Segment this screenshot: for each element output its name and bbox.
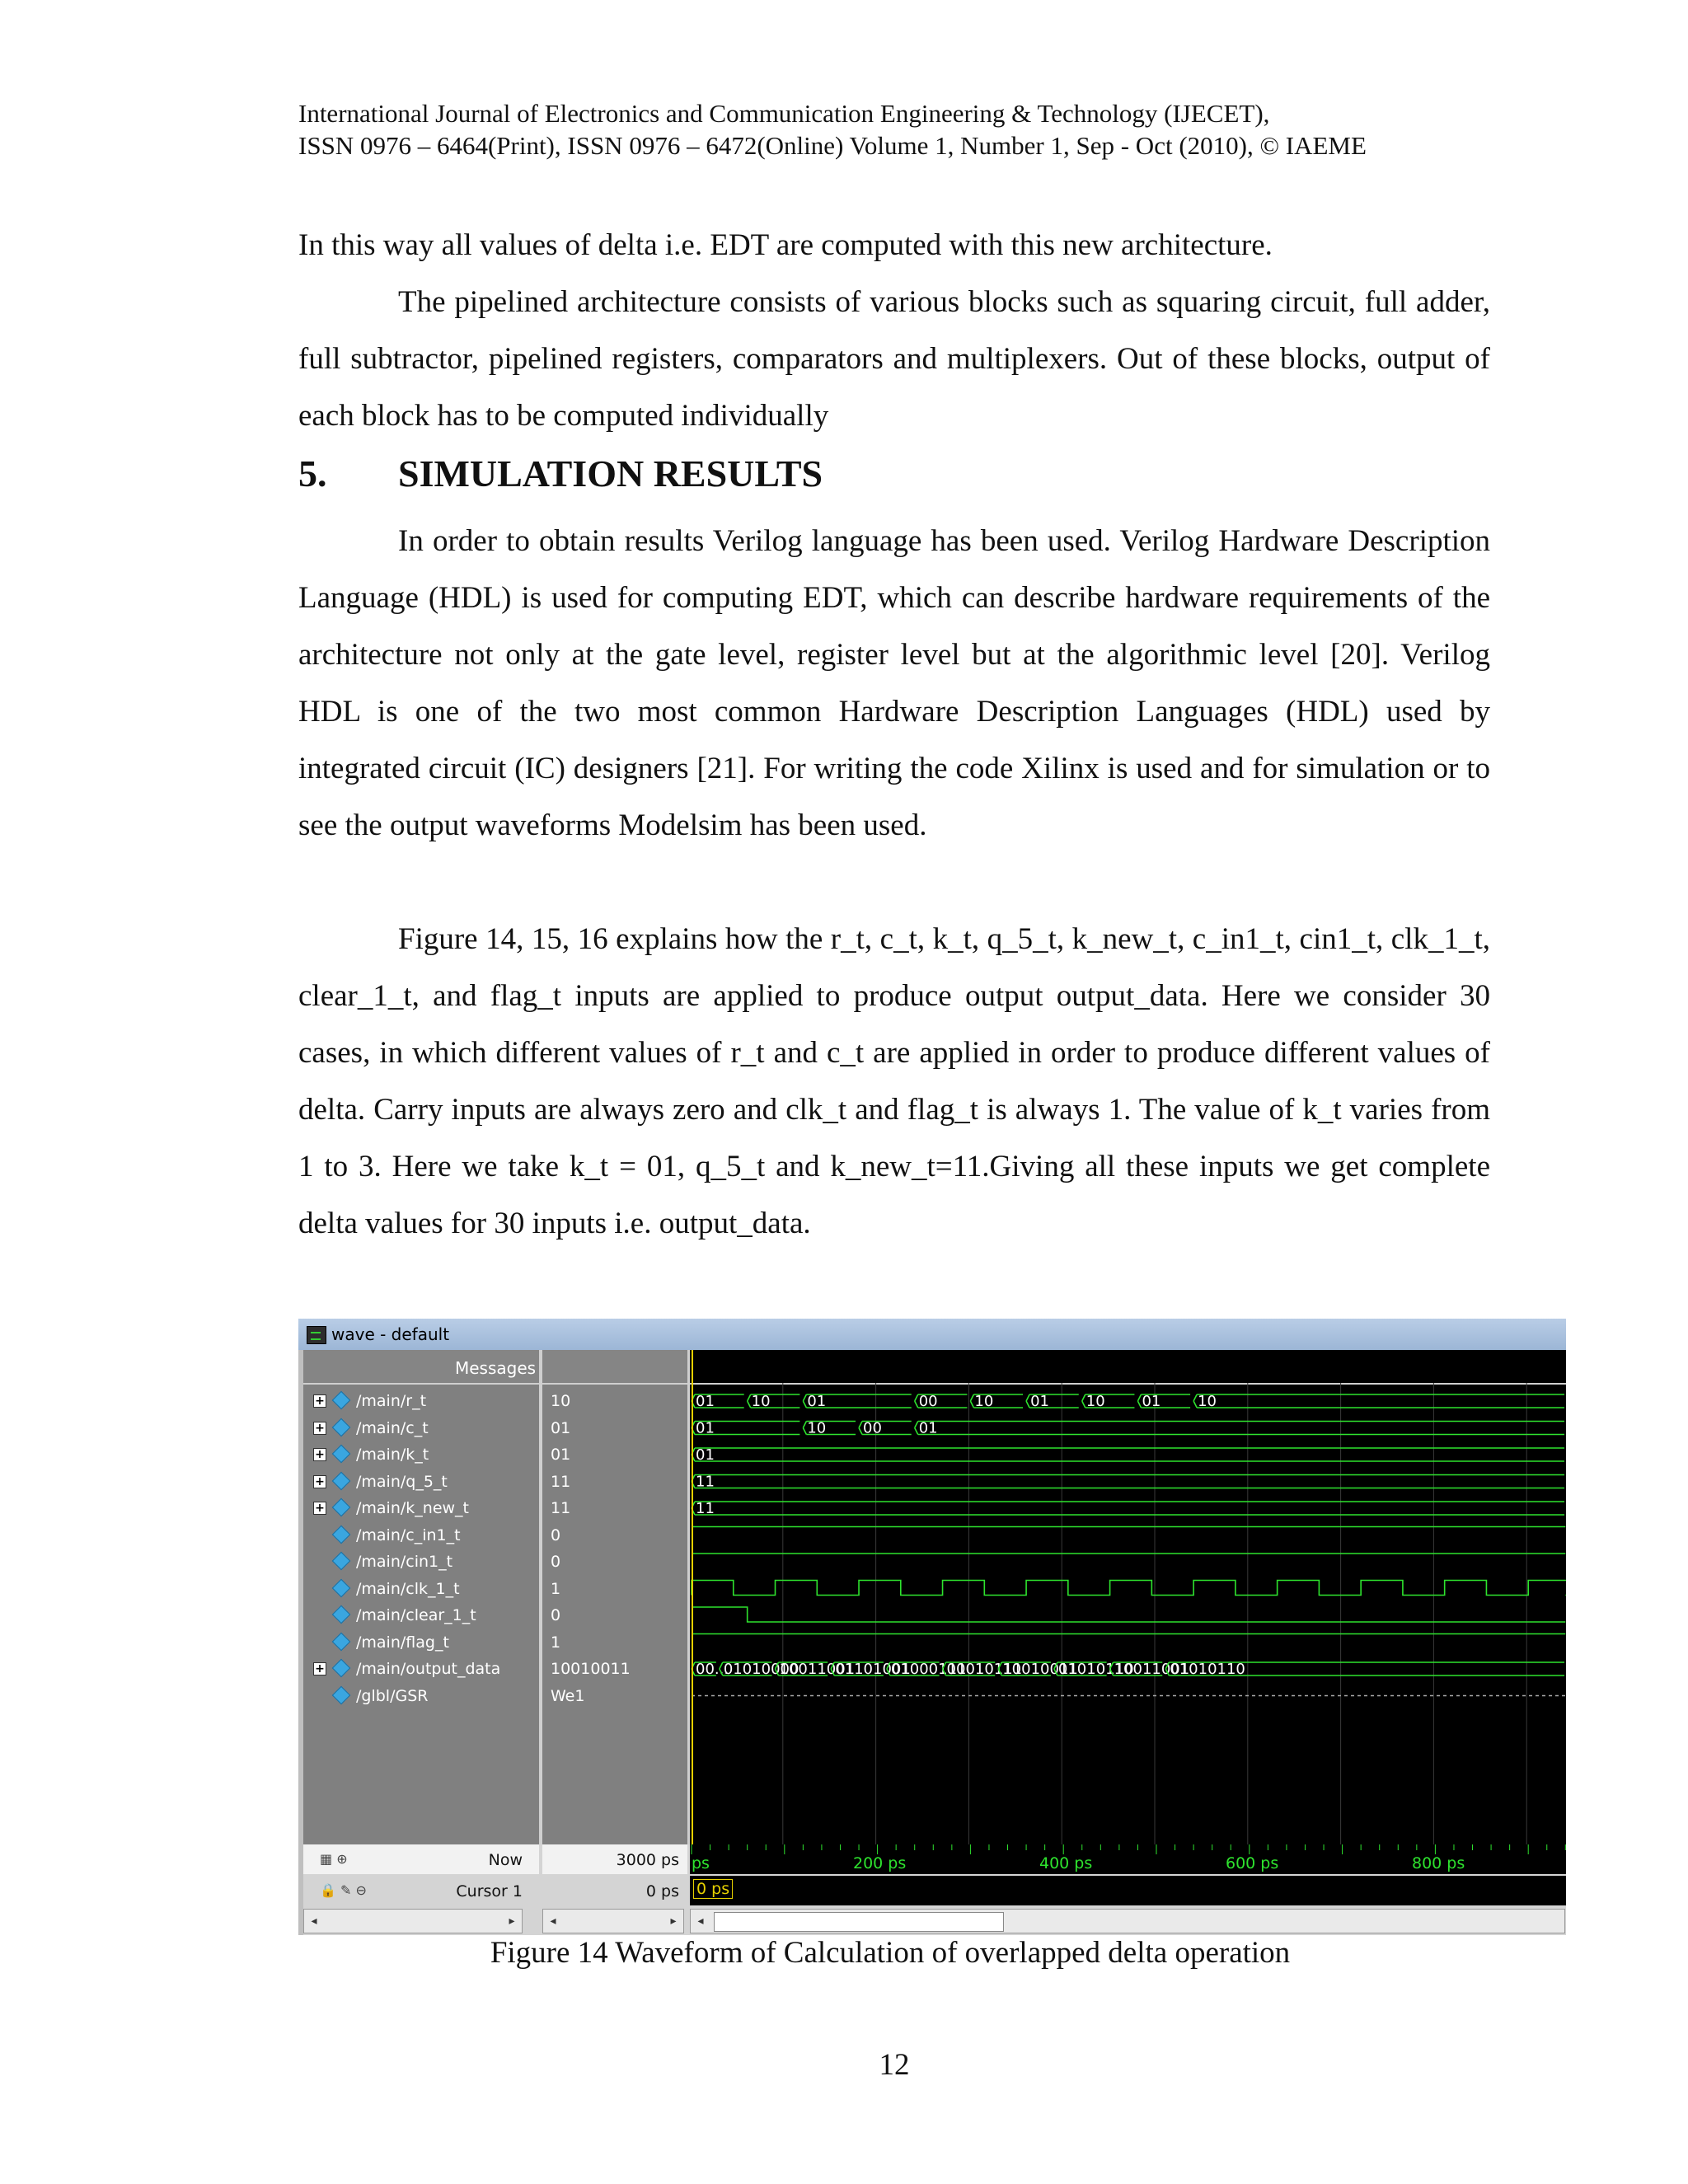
signal-name: /main/k_new_t: [356, 1499, 469, 1517]
signal-diamond-icon: [332, 1632, 351, 1651]
cursor-value-box: [542, 1876, 687, 1905]
bus-value: 01010000: [723, 1661, 799, 1678]
signal-name: /main/k_t: [356, 1446, 429, 1464]
lock-icon[interactable]: 🔒 ✎ ⊖: [320, 1882, 367, 1898]
signal-name: /main/q_5_t: [356, 1472, 448, 1491]
journal-header: [298, 97, 1493, 162]
signal-name: /main/clk_1_t: [356, 1579, 460, 1598]
signal-diamond-icon: [332, 1445, 351, 1464]
figure-caption: [0, 1935, 1688, 1971]
wave-scroll-thumb[interactable]: [714, 1912, 1004, 1932]
section-heading: [298, 452, 823, 495]
signal-diamond-icon: [332, 1525, 351, 1544]
section-title: SIMULATION RESULTS: [398, 452, 823, 494]
signal-diamond-icon: [332, 1471, 351, 1490]
now-label: Now: [488, 1851, 523, 1869]
cursor-line[interactable]: [692, 1350, 693, 1868]
signal-diamond-icon: [332, 1578, 351, 1597]
signal-diamond-icon: [332, 1552, 351, 1571]
cursor-value: 0 ps: [645, 1882, 679, 1900]
bus-value: 11: [696, 1473, 715, 1491]
signal-value: 0: [551, 1606, 561, 1624]
signal-value: 1: [551, 1579, 561, 1598]
header-line-1: International Journal of Electronics and Communication Engineering & Technology (IJECET),: [298, 99, 1270, 128]
messages-header-label: Messages: [455, 1358, 537, 1378]
scroll-left-icon[interactable]: ◂: [311, 1915, 317, 1928]
figure-caption-text: Figure 14 Waveform of Calculation of overlapped delta operation: [490, 1936, 1291, 1970]
bus-value: 01: [1142, 1393, 1161, 1410]
bus-value: 10: [1198, 1393, 1217, 1410]
signal-diamond-icon: [332, 1659, 351, 1678]
tick-label-800: 800 ps: [1412, 1854, 1465, 1872]
bus-value: 00...: [696, 1661, 729, 1678]
scroll-left-icon[interactable]: ◂: [697, 1915, 704, 1928]
signal-name: /main/output_data: [356, 1660, 501, 1678]
now-label-box: [303, 1844, 539, 1874]
tick-label-200: 200 ps: [853, 1854, 907, 1872]
now-value-box: [542, 1844, 687, 1874]
tick-label-0: ps: [692, 1854, 710, 1872]
wave-scrollbar[interactable]: [690, 1909, 1565, 1933]
bus-value: 10: [1085, 1393, 1105, 1410]
bus-value: 01: [1030, 1393, 1049, 1410]
expand-icon[interactable]: +: [313, 1475, 326, 1488]
cursor-row: [303, 1876, 1566, 1905]
bus-value: 10011001: [1114, 1661, 1190, 1678]
signal-value: 0: [551, 1553, 561, 1571]
now-row: [303, 1844, 1566, 1874]
signal-value: 0: [551, 1526, 561, 1544]
waveform-plot: [690, 1350, 1566, 1868]
bus-segment: [1193, 1394, 1564, 1408]
signal-name: /main/r_t: [356, 1392, 427, 1410]
signal-value: 01: [551, 1446, 571, 1464]
bus-value: 00: [863, 1419, 882, 1437]
signal-name: /glbl/GSR: [356, 1686, 429, 1705]
bus-value: 01: [696, 1419, 715, 1437]
bus-value: 10010011: [1002, 1661, 1078, 1678]
waveform-pane[interactable]: [690, 1350, 1566, 1868]
bus-value: 10: [807, 1419, 827, 1437]
paragraph-1: In this way all values of delta i.e. EDT are computed with this new architecture.: [298, 228, 1273, 262]
bus-value: 01101001: [835, 1661, 911, 1678]
expand-icon[interactable]: +: [313, 1662, 326, 1675]
tick-label-600: 600 ps: [1226, 1854, 1279, 1872]
paragraph-2: The pipelined architecture consists of various blocks such as squaring circuit, full adder, full subtractor, pipelined registers, comparators and multiplexers. Out of these blocks, output of each block has to be computed individually: [298, 285, 1490, 433]
page-number: 12: [879, 2048, 910, 2082]
signal-diamond-icon: [332, 1498, 351, 1517]
expand-icon[interactable]: +: [313, 1394, 326, 1408]
bus-value: 10011001: [779, 1661, 856, 1678]
toolbar-icons[interactable]: ▦ ⊕: [320, 1851, 348, 1867]
expand-icon[interactable]: +: [313, 1502, 326, 1515]
cursor-label: Cursor 1: [456, 1882, 523, 1900]
bus-value: 10: [751, 1393, 771, 1410]
wave-window-icon: [307, 1326, 326, 1344]
bus-value: 01: [807, 1393, 827, 1410]
tick-label-400: 400 ps: [1039, 1854, 1093, 1872]
signal-diamond-icon: [332, 1391, 351, 1410]
values-scrollbar[interactable]: [542, 1909, 684, 1933]
bus-value: 01010110: [1057, 1661, 1134, 1678]
signal-value: We1: [551, 1686, 585, 1705]
scroll-right-icon[interactable]: ▸: [670, 1915, 677, 1928]
signal-diamond-icon: [332, 1685, 351, 1704]
expand-icon[interactable]: +: [313, 1448, 326, 1461]
bit-wave: [692, 1607, 1565, 1622]
bus-value: 00010111: [946, 1661, 1023, 1678]
signal-name: /main/c_in1_t: [356, 1526, 461, 1544]
bus-value: 00: [918, 1393, 938, 1410]
scroll-right-icon[interactable]: ▸: [509, 1915, 515, 1928]
section-number: 5.: [298, 452, 327, 494]
signal-value: 10: [551, 1392, 571, 1410]
signal-name: /main/cin1_t: [356, 1553, 453, 1571]
paragraph-4: Figure 14, 15, 16 explains how the r_t, c_t, k_t, q_5_t, k_new_t, c_in1_t, cin1_t, clk_1_t, clear_1_t, and flag_t inputs are applied to produce output output_data. Here we consider 30 cases, in which different values of r_t and c_t are applied in order to produce different values of delta. Carry inputs are always zero and clk_t and flag_t is always 1. The value of k_t varies from 1 to 3. Here we take k_t = 01, q_5_t and k_new_t=11.Giving all these inputs we get complete delta values for 30 inputs i.e. output_data.: [298, 922, 1490, 1240]
timeline-ruler[interactable]: [690, 1844, 1566, 1874]
signal-name: /main/clear_1_t: [356, 1606, 476, 1624]
signal-value: 11: [551, 1499, 571, 1517]
signal-diamond-icon: [332, 1605, 351, 1624]
bus-value: 01000111: [890, 1661, 967, 1678]
header-line-2: ISSN 0976 – 6464(Print), ISSN 0976 – 6472(Online) Volume 1, Number 1, Sep - Oct (2010), © IAEME: [298, 131, 1367, 160]
signal-value: 01: [551, 1418, 571, 1437]
bit-wave: [692, 1581, 1566, 1596]
wave-window: [298, 1319, 1566, 1935]
bus-value: 01: [696, 1446, 715, 1464]
cursor-track[interactable]: [690, 1876, 1566, 1905]
cursor-label-box: [303, 1876, 539, 1905]
signal-value: 11: [551, 1472, 571, 1491]
paragraph-3: In order to obtain results Verilog language has been used. Verilog Hardware Description Language (HDL) is used for computing EDT, which can describe hardware requirements of the architecture not only at the gate level, register level but at the algorithmic level [20]. Verilog HDL is one of the two most common Hardware Description Languages (HDL) used by integrated circuit (IC) designers [21]. For writing the code Xilinx is used and for simulation or to see the output waveforms Modelsim has been used.: [298, 524, 1490, 842]
signal-value: 10010011: [551, 1660, 631, 1678]
bus-value: 01: [696, 1393, 715, 1410]
bus-value: 11: [696, 1500, 715, 1517]
expand-icon[interactable]: +: [313, 1422, 326, 1435]
names-scrollbar[interactable]: [303, 1909, 523, 1933]
bus-value: 01: [918, 1419, 938, 1437]
window-titlebar[interactable]: [298, 1319, 1566, 1350]
signal-name: /main/c_t: [356, 1418, 429, 1437]
cursor-marker[interactable]: 0 ps: [693, 1879, 733, 1899]
bus-value: 01010110: [1170, 1661, 1245, 1678]
signal-diamond-icon: [332, 1418, 351, 1436]
signal-value: 1: [551, 1633, 561, 1652]
window-title: wave - default: [331, 1324, 450, 1344]
scroll-left-icon[interactable]: ◂: [550, 1915, 556, 1928]
bus-value: 10: [974, 1393, 994, 1410]
bus-segment: [915, 1419, 1564, 1437]
signal-name: /main/flag_t: [356, 1633, 449, 1652]
now-value: 3000 ps: [616, 1851, 679, 1869]
